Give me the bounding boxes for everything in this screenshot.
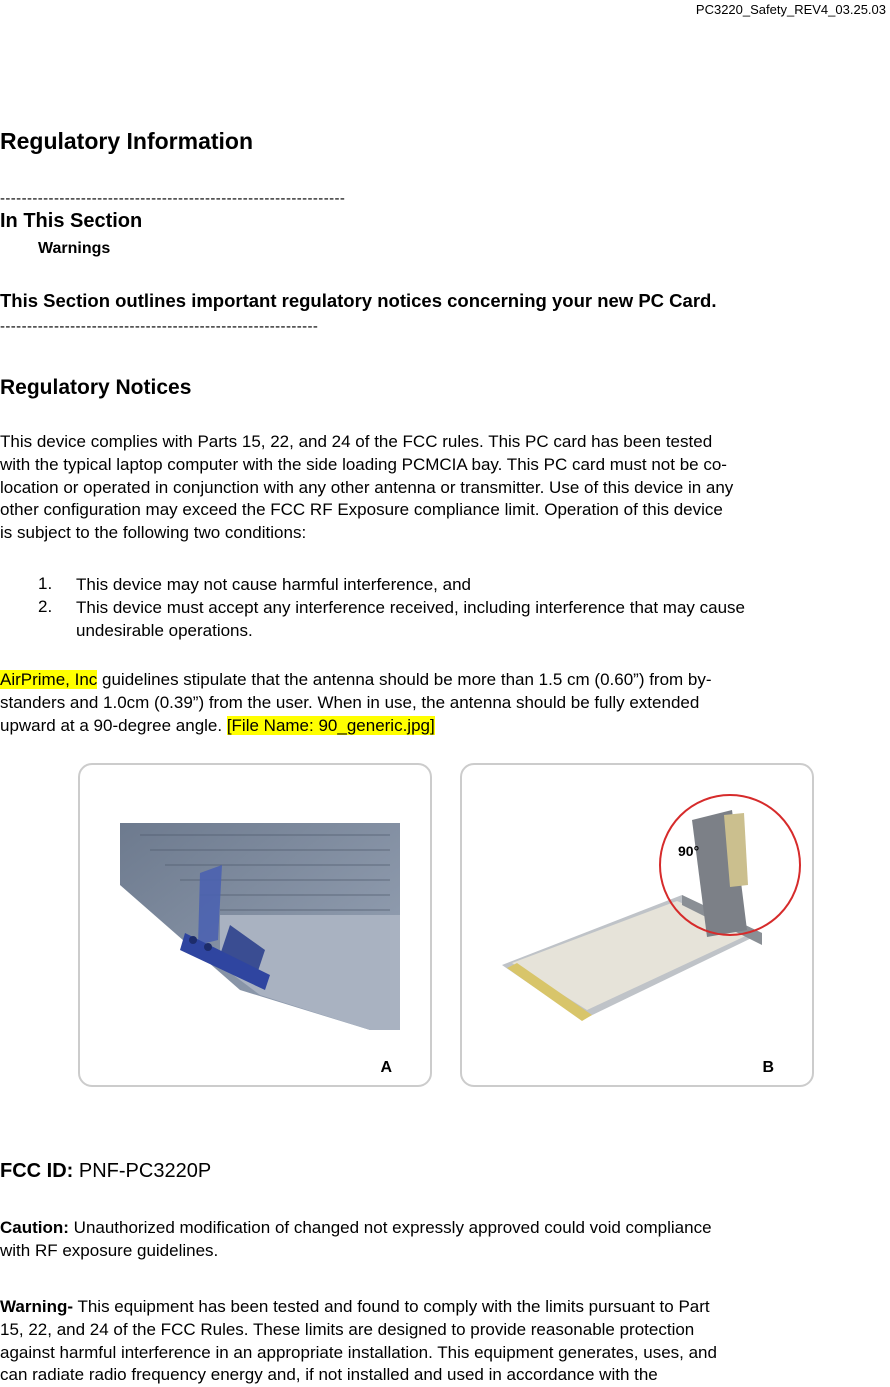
paragraph-line: This device complies with Parts 15, 22, and 24 of the FCC rules. This PC card has been tested xyxy=(0,432,713,451)
caution-label: Caution: xyxy=(0,1218,69,1237)
paragraph-line: is subject to the following two conditions: xyxy=(0,523,307,543)
list-text: undesirable operations. xyxy=(76,620,253,640)
fcc-id-label: FCC ID: xyxy=(0,1160,74,1182)
notices-paragraph xyxy=(0,431,733,545)
fcc-id xyxy=(0,1160,211,1183)
paragraph-text: This equipment has been tested and found to comply with the limits pursuant to Part xyxy=(73,1297,710,1316)
paragraph-line xyxy=(0,1296,717,1319)
caution-paragraph xyxy=(0,1217,712,1263)
paragraph-line: other configuration may exceed the FCC RF Exposure compliance limit. Operation of this device xyxy=(0,500,723,520)
divider-top: ---------------------------------------------------------------- xyxy=(0,190,346,207)
figure-b xyxy=(460,763,814,1087)
in-section-item: Warnings xyxy=(38,240,111,257)
paragraph-line: 15, 22, and 24 of the FCC Rules. These limits are designed to provide reasonable protection xyxy=(0,1319,695,1339)
figure-a-label: A xyxy=(380,1059,392,1076)
paragraph-line: can radiate radio frequency energy and, if not installed and used in accordance with the xyxy=(0,1365,658,1385)
list-number: 2. xyxy=(38,596,53,616)
notices-heading: Regulatory Notices xyxy=(0,376,192,399)
in-section-heading: In This Section xyxy=(0,210,143,232)
fcc-id-value: PNF-PC3220P xyxy=(73,1160,212,1182)
paragraph-line: against harmful interference in an appropriate installation. This equipment generates, uses, and xyxy=(0,1342,717,1362)
document-id: PC3220_Safety_REV4_03.25.03 xyxy=(695,2,886,17)
list-text: This device may not cause harmful interference, and xyxy=(76,575,471,594)
airprime-paragraph xyxy=(0,669,712,737)
list-number: 1. xyxy=(38,574,53,593)
paragraph-text: upward at a 90-degree angle. xyxy=(0,715,227,735)
paragraph-line xyxy=(0,1217,712,1240)
paragraph-line: with RF exposure guidelines. xyxy=(0,1240,219,1260)
figure-a xyxy=(78,763,432,1087)
paragraph-line: location or operated in conjunction with any other antenna or transmitter. Use of this device in any xyxy=(0,477,734,497)
warning-paragraph xyxy=(0,1296,717,1387)
paragraph-line xyxy=(0,669,712,692)
angle-label: 90° xyxy=(678,843,700,859)
paragraph-line xyxy=(0,715,712,738)
highlighted-filename: [File Name: 90_generic.jpg] xyxy=(226,715,435,735)
section-outline: This Section outlines important regulatory notices concerning your new PC Card. xyxy=(0,290,717,311)
figure-b-label: B xyxy=(762,1059,774,1076)
divider-bottom: ----------------------------------------------------------- xyxy=(0,318,319,335)
list-text: This device must accept any interference received, including interference that may cause xyxy=(76,597,746,617)
laptop-card-illustration xyxy=(80,765,430,1085)
paragraph-line: with the typical laptop computer with the side loading PCMCIA bay. This PC card must not be co- xyxy=(0,454,727,474)
paragraph-text: Unauthorized modification of changed not expressly approved could void compliance xyxy=(68,1218,712,1237)
page-title: Regulatory Information xyxy=(0,128,254,154)
paragraph-text: guidelines stipulate that the antenna should be more than 1.5 cm (0.60”) from by- xyxy=(97,670,712,689)
paragraph-line: standers and 1.0cm (0.39”) from the user. When in use, the antenna should be fully extended xyxy=(0,692,700,712)
pc-card-illustration xyxy=(462,765,812,1085)
highlighted-company: AirPrime, Inc xyxy=(0,670,98,689)
warning-label: Warning- xyxy=(0,1297,74,1316)
